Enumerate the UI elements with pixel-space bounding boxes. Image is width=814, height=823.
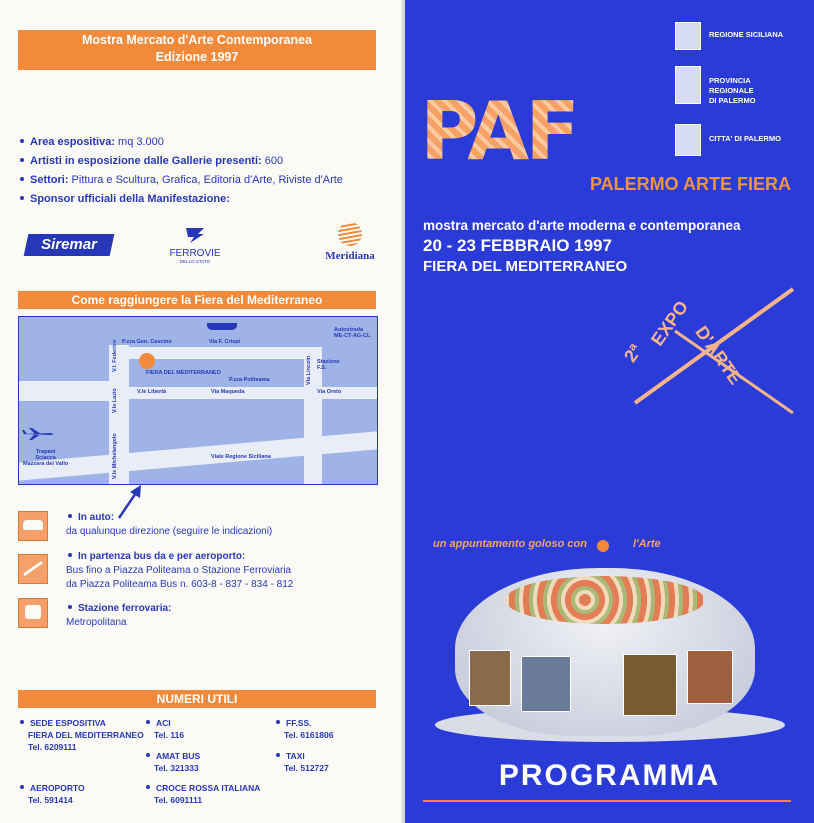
number-item: CROCE ROSSA ITALIANA Tel. 6091111 (146, 782, 260, 806)
number-item: ACI Tel. 116 (146, 717, 184, 741)
number-item: SEDE ESPOSITIVA FIERA DEL MEDITERRANEO Tel. 6209111 (20, 717, 144, 753)
siremar-logo: Siremar (24, 234, 115, 256)
location-map (18, 316, 378, 485)
sun-icon (338, 222, 362, 246)
fact-item: Artisti in esposizione dalle Gallerie presenti: 600 (18, 155, 393, 167)
no-plane-icon (18, 554, 48, 584)
number-item: AEROPORTO Tel. 591414 (20, 782, 85, 806)
cake-image (425, 558, 793, 748)
tagline-a: un appuntamento goloso con (433, 538, 587, 550)
number-item: TAXI Tel. 512727 (276, 750, 329, 774)
meridiana-logo: Meridiana (318, 222, 382, 262)
map-label: Via F. Crispi (209, 339, 241, 345)
mona-lisa-tile (623, 654, 677, 716)
cake-fruit-topping (505, 576, 705, 624)
left-panel (0, 0, 405, 823)
programma-underline (423, 800, 791, 802)
header-mostra (18, 30, 376, 70)
map-label: Trapani Sciacca Mazzara del Vallo (23, 449, 69, 467)
art-tile (469, 650, 511, 706)
info-car (18, 511, 388, 545)
car-icon (18, 511, 48, 541)
palermo-arte-fiera: PALERMO ARTE FIERA (590, 174, 791, 194)
fs-icon (182, 226, 208, 244)
fact-item: Area espositiva: mq 3.000 (18, 136, 393, 148)
info-train (18, 602, 388, 636)
expo-word: EXPO (647, 296, 693, 350)
header-mostra-line2: Edizione 1997 (155, 50, 239, 64)
map-label: V.le Michelangelo (112, 433, 118, 479)
info-title: Stazione ferrovaria: (78, 603, 172, 614)
info-title: In partenza bus da e per aeroporto: (78, 551, 246, 562)
fiera-marker (139, 353, 155, 369)
expo-word2: D'ARTE (691, 322, 746, 389)
map-label: V.l. Federico (112, 339, 118, 372)
expo-logo (619, 285, 805, 415)
ship-icon (207, 323, 237, 330)
map-label: Via Lincoln (306, 355, 312, 385)
map-label: Via Oreto (317, 389, 342, 395)
map-label: P.zza Gen. Cascino (122, 339, 172, 345)
info-text: da qualunque direzione (seguire le indicazioni) (66, 526, 273, 537)
map-label: FIERA DEL MEDITERRANEO (146, 370, 221, 376)
tagline-b: l'Arte (633, 538, 661, 550)
train-icon (18, 598, 48, 628)
info-bus (18, 550, 388, 596)
eagle-crest-icon (675, 124, 701, 156)
map-road (19, 431, 377, 480)
logo-label: PROVINCIA REGIONALE DI PALERMO (709, 76, 756, 105)
event-venue: FIERA DEL MEDITERRANEO (423, 258, 628, 275)
fact-item: Sponsor ufficiali della Manifestazione: (18, 193, 393, 205)
number-item: AMAT BUS Tel. 321333 (146, 750, 200, 774)
orange-fruit-icon (597, 540, 609, 552)
art-tile (521, 656, 571, 712)
logo-label: REGIONE SICILIANA (709, 30, 784, 39)
header-numbers: NUMERI UTILI (18, 690, 376, 708)
airplane-icon (21, 427, 55, 441)
event-dates: 20 - 23 FEBBRAIO 1997 (423, 236, 612, 255)
subtitle-mostra: mostra mercato d'arte moderna e contemporanea (423, 218, 741, 233)
info-title: In auto: (78, 512, 115, 523)
eagle-crest-icon (675, 66, 701, 104)
number-item: FF.SS. Tel. 6161806 (276, 717, 333, 741)
art-tile (687, 650, 733, 704)
header-mostra-line1: Mostra Mercato d'Arte Contemporanea (81, 33, 313, 47)
map-label: V.le Lazio (112, 388, 118, 413)
info-text: Bus fino a Piazza Politeama o Stazione Ferroviaria (66, 565, 292, 576)
logo-label: CITTA' DI PALERMO (709, 134, 781, 143)
map-label: Stazione F.S. (317, 359, 340, 371)
map-label: Autostrada ME-CT-AG-CL (334, 327, 371, 339)
programma-title: PROGRAMMA (498, 759, 721, 792)
info-text: Metropolitana (66, 617, 127, 628)
eagle-crest-icon (675, 22, 701, 50)
paf-title: PAF (420, 85, 576, 178)
map-label: P.zza Politeama (229, 377, 270, 383)
map-label: Via Maqueda (211, 389, 245, 395)
fact-list (18, 136, 393, 212)
info-text: da Piazza Politeama Bus n. 603-8 - 837 - 834 - 812 (66, 579, 294, 590)
ferrovie-logo: FERROVIE DELLO STATO (160, 226, 230, 265)
right-panel (405, 0, 814, 823)
expo-number: 2ª (619, 340, 646, 366)
map-label: Viale Regione Siciliana (211, 454, 271, 460)
map-label: V.le Libertà (137, 389, 167, 395)
fact-item: Settori: Pittura e Scultura, Grafica, Editoria d'Arte, Riviste d'Arte (18, 174, 393, 186)
header-directions: Come raggiungere la Fiera del Mediterraneo (18, 291, 376, 309)
